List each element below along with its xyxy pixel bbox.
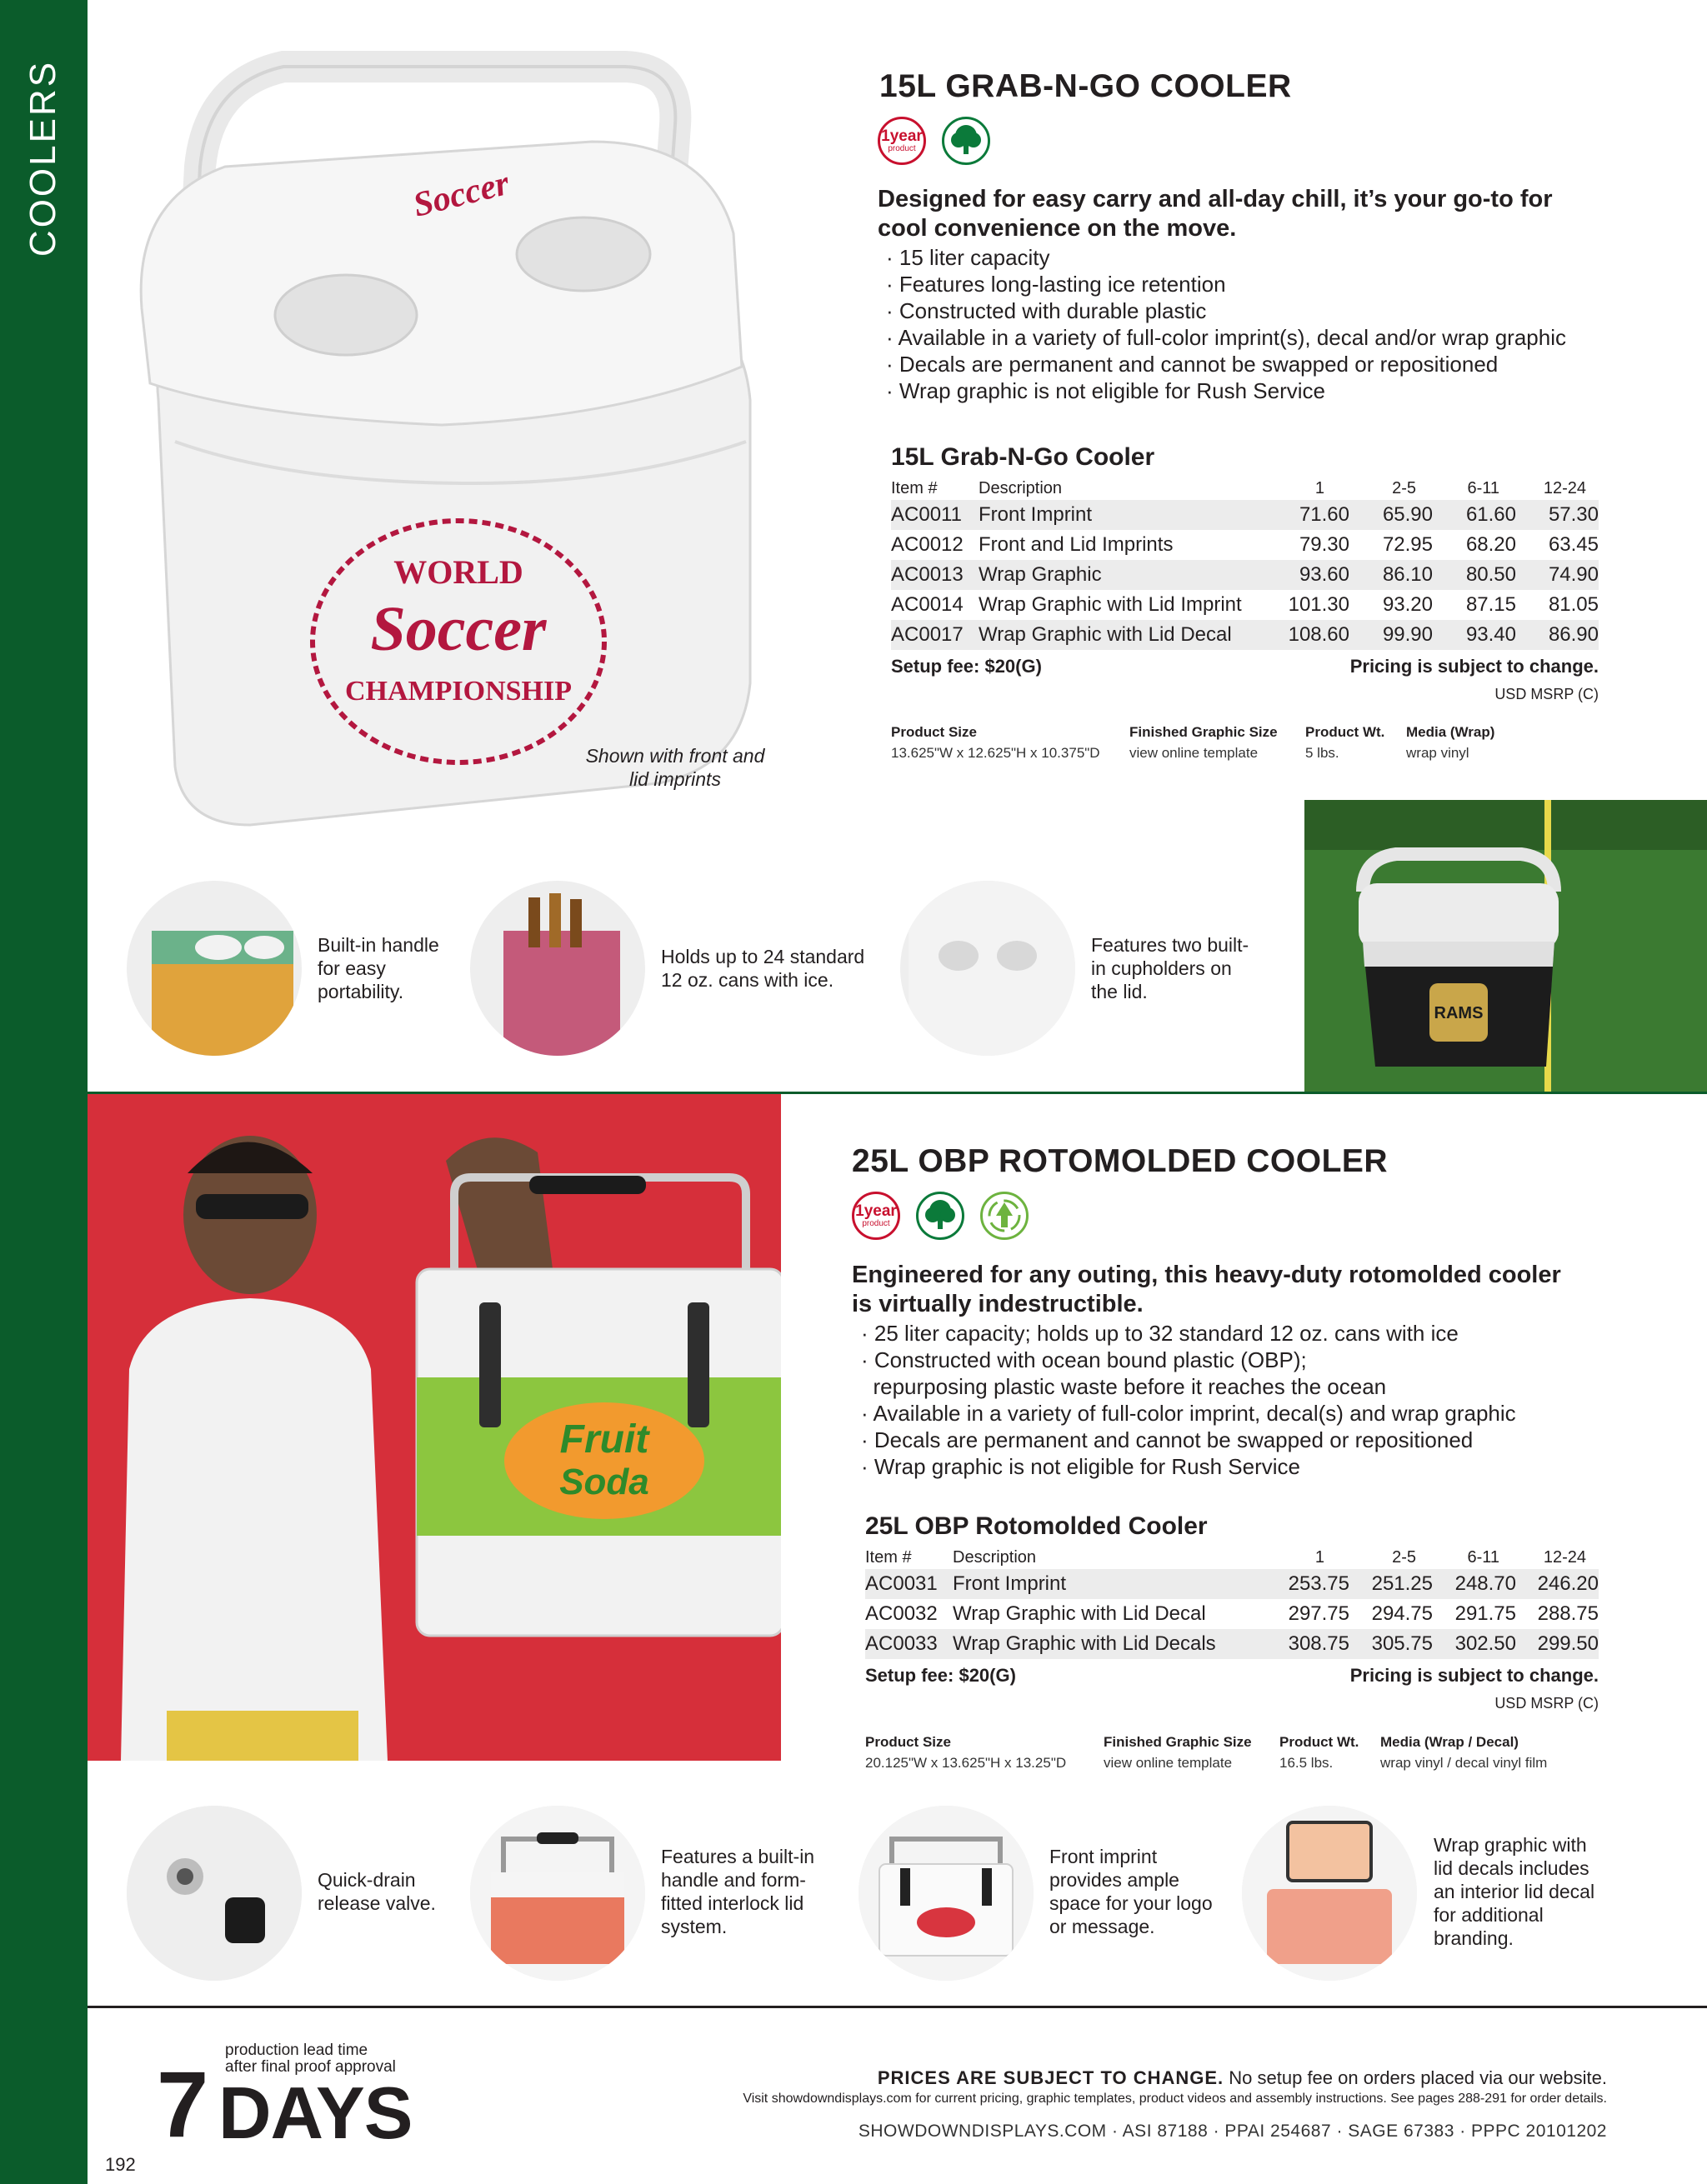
product2-price-table [865, 1546, 1599, 1659]
table-row: AC0031 Front Imprint 253.75 251.25 248.70 246.20 [865, 1569, 1599, 1599]
bullet: · Decals are permanent and cannot be swapped or repositioned [886, 352, 1499, 377]
spec-value: view online template [1104, 1755, 1233, 1771]
spec-label: Media (Wrap) [1406, 724, 1495, 740]
product1-pricing-note: Pricing is subject to change. [1349, 656, 1599, 677]
product1-table-title: 15L Grab-N-Go Cooler [891, 443, 1155, 471]
product1-intro: Designed for easy carry and all-day chill, it’s your go-to for cool convenience on the move. [878, 186, 1553, 242]
lead-days-number: 7 [157, 2052, 208, 2157]
warranty-badge-icon: 1year product [878, 117, 926, 165]
product1-image-caption: Shown with front and lid imprints [585, 745, 765, 790]
lid-imprint-text: Soccer [409, 163, 513, 225]
front-imprint-line3: CHAMPIONSHIP [345, 676, 572, 707]
feature-image-drain [127, 1806, 302, 1981]
feature-caption: Wrap graphic with lid decals includes an interior lid decal for additional branding. [1434, 1834, 1595, 1949]
feature-image-cupholders [900, 881, 1075, 1056]
table-row: AC0013 Wrap Graphic 93.60 86.10 80.50 74.90 [891, 560, 1599, 590]
feature-image-handle [127, 881, 302, 1056]
recycle-icon [980, 1192, 1029, 1240]
fruit-logo-line2: Soda [559, 1462, 649, 1502]
table-row: AC0033 Wrap Graphic with Lid Decals 308.75 305.75 302.50 299.50 [865, 1629, 1599, 1659]
spec-value: wrap vinyl [1406, 745, 1469, 761]
spec-label: Product Size [865, 1734, 951, 1750]
spec-label: Product Wt. [1279, 1734, 1359, 1750]
table-row: AC0012 Front and Lid Imprints 79.30 72.95 68.20 63.45 [891, 533, 1599, 556]
feature-image-front-imprint [859, 1806, 1034, 1981]
front-imprint-line1: WORLD [393, 553, 523, 591]
feature-caption: Front imprint provides ample space for your logo or message. [1049, 1846, 1213, 1937]
footer-rule [88, 2006, 1707, 2008]
lead-time-line2: after final proof approval [225, 2058, 396, 2076]
table-header: Item # Description 1 2-5 6-11 12-24 [891, 478, 1586, 497]
spec-value: 16.5 lbs. [1279, 1755, 1334, 1771]
prices-notice-rest: No setup fee on orders placed via our website. [1229, 2067, 1607, 2088]
tree-icon [942, 117, 990, 165]
section-label: COOLERS [23, 59, 63, 257]
front-imprint-line2: Soccer [370, 594, 547, 664]
bullet: · Decals are permanent and cannot be swapped or repositioned [861, 1427, 1474, 1452]
feature-caption: Built-in handle for easy portability. [318, 934, 439, 1002]
prices-notice-bold: PRICES ARE SUBJECT TO CHANGE. [877, 2067, 1224, 2088]
product2-setup-fee: Setup fee: $20(G) [865, 1665, 1016, 1686]
product1-setup-fee: Setup fee: $20(G) [891, 656, 1042, 677]
bullet: · Features long-lasting ice retention [886, 272, 1226, 297]
table-header: Item # Description 1 2-5 6-11 12-24 [865, 1547, 1586, 1567]
lead-days-word: DAYS [218, 2072, 413, 2154]
fruit-logo-line1: Fruit [559, 1417, 649, 1462]
product1-bullets [886, 244, 1566, 404]
bullet: · Wrap graphic is not eligible for Rush Service [861, 1454, 1300, 1479]
table-row: AC0011 Front Imprint 71.60 65.90 61.60 57.30 [891, 500, 1599, 530]
product2-title: 25L OBP ROTOMOLDED COOLER [852, 1143, 1389, 1179]
spec-value: wrap vinyl / decal vinyl film [1380, 1755, 1548, 1771]
bullet: · Constructed with ocean bound plastic (OBP); [861, 1347, 1307, 1372]
feature-caption: Holds up to 24 standard 12 oz. cans with ice. [661, 946, 865, 991]
product2-pricing-note: Pricing is subject to change. [1349, 1665, 1599, 1686]
spec-value: 20.125"W x 13.625"H x 13.25"D [865, 1755, 1067, 1771]
side-band [0, 0, 88, 2184]
product1-title: 15L GRAB-N-GO COOLER [879, 68, 1292, 104]
page-number: 192 [105, 2154, 136, 2175]
spec-value: 5 lbs. [1305, 745, 1339, 761]
table-row: AC0017 Wrap Graphic with Lid Decal 108.60 99.90 93.40 86.90 [891, 620, 1599, 650]
product1-price-table [891, 477, 1599, 650]
product2-bullets [861, 1320, 1516, 1480]
bullet: · Constructed with durable plastic [886, 298, 1207, 323]
spec-label: Media (Wrap / Decal) [1380, 1734, 1519, 1750]
bullet: · Available in a variety of full-color imprint(s), decal and/or wrap graphic [886, 325, 1566, 350]
warranty-badge-icon: 1year product [852, 1192, 900, 1240]
feature-image-handle-lid [470, 1806, 645, 1981]
bullet: · Available in a variety of full-color imprint, decal(s) and wrap graphic [861, 1401, 1516, 1426]
lead-time-line1: production lead time [225, 2042, 368, 2059]
table-row: AC0032 Wrap Graphic with Lid Decal 297.75 294.75 291.75 288.75 [865, 1602, 1599, 1625]
spec-label: Product Wt. [1305, 724, 1385, 740]
spec-value: 13.625"W x 12.625"H x 10.375"D [891, 745, 1100, 761]
feature-image-lid-decal [1242, 1806, 1417, 1981]
visit-line: Visit showdowndisplays.com for current pricing, graphic templates, product videos and assembly instructions. See pages 288-291 for order details. [743, 2092, 1607, 2106]
feature-caption: Quick-drain release valve. [318, 1869, 436, 1914]
spec-label: Product Size [891, 724, 977, 740]
product2-table-title: 25L OBP Rotomolded Cooler [865, 1512, 1208, 1540]
table-row: AC0014 Wrap Graphic with Lid Imprint 101.30 93.20 87.15 81.05 [891, 593, 1599, 616]
prices-notice [667, 2067, 1607, 2089]
tree-icon [916, 1192, 964, 1240]
rams-logo-text: RAMS [1434, 1004, 1484, 1022]
feature-caption: Features a built-in handle and form-fitted interlock lid system. [661, 1846, 815, 1937]
spec-label: Finished Graphic Size [1129, 724, 1278, 740]
bullet: repurposing plastic waste before it reaches the ocean [861, 1374, 1387, 1399]
feature-image-capacity [470, 881, 645, 1056]
bullet: · Wrap graphic is not eligible for Rush Service [886, 378, 1325, 403]
spec-value: view online template [1129, 745, 1259, 761]
feature-caption: Features two built-in cupholders on the lid. [1091, 934, 1249, 1002]
bullet: · 25 liter capacity; holds up to 32 standard 12 oz. cans with ice [861, 1321, 1459, 1346]
product1-main-image [125, 50, 775, 842]
contact-line: SHOWDOWNDISPLAYS.COM · ASI 87188 · PPAI 254687 · SAGE 67383 · PPPC 20101202 [858, 2122, 1607, 2141]
bullet: · 15 liter capacity [886, 245, 1050, 270]
product2-currency: USD MSRP (C) [1494, 1695, 1599, 1712]
product2-intro: Engineered for any outing, this heavy-duty rotomolded cooler is virtually indestructible. [852, 1262, 1561, 1317]
spec-label: Finished Graphic Size [1104, 1734, 1252, 1750]
product1-lifestyle-image [1304, 800, 1707, 1092]
product2-lifestyle-image [88, 1094, 781, 1761]
product1-currency: USD MSRP (C) [1494, 686, 1599, 702]
